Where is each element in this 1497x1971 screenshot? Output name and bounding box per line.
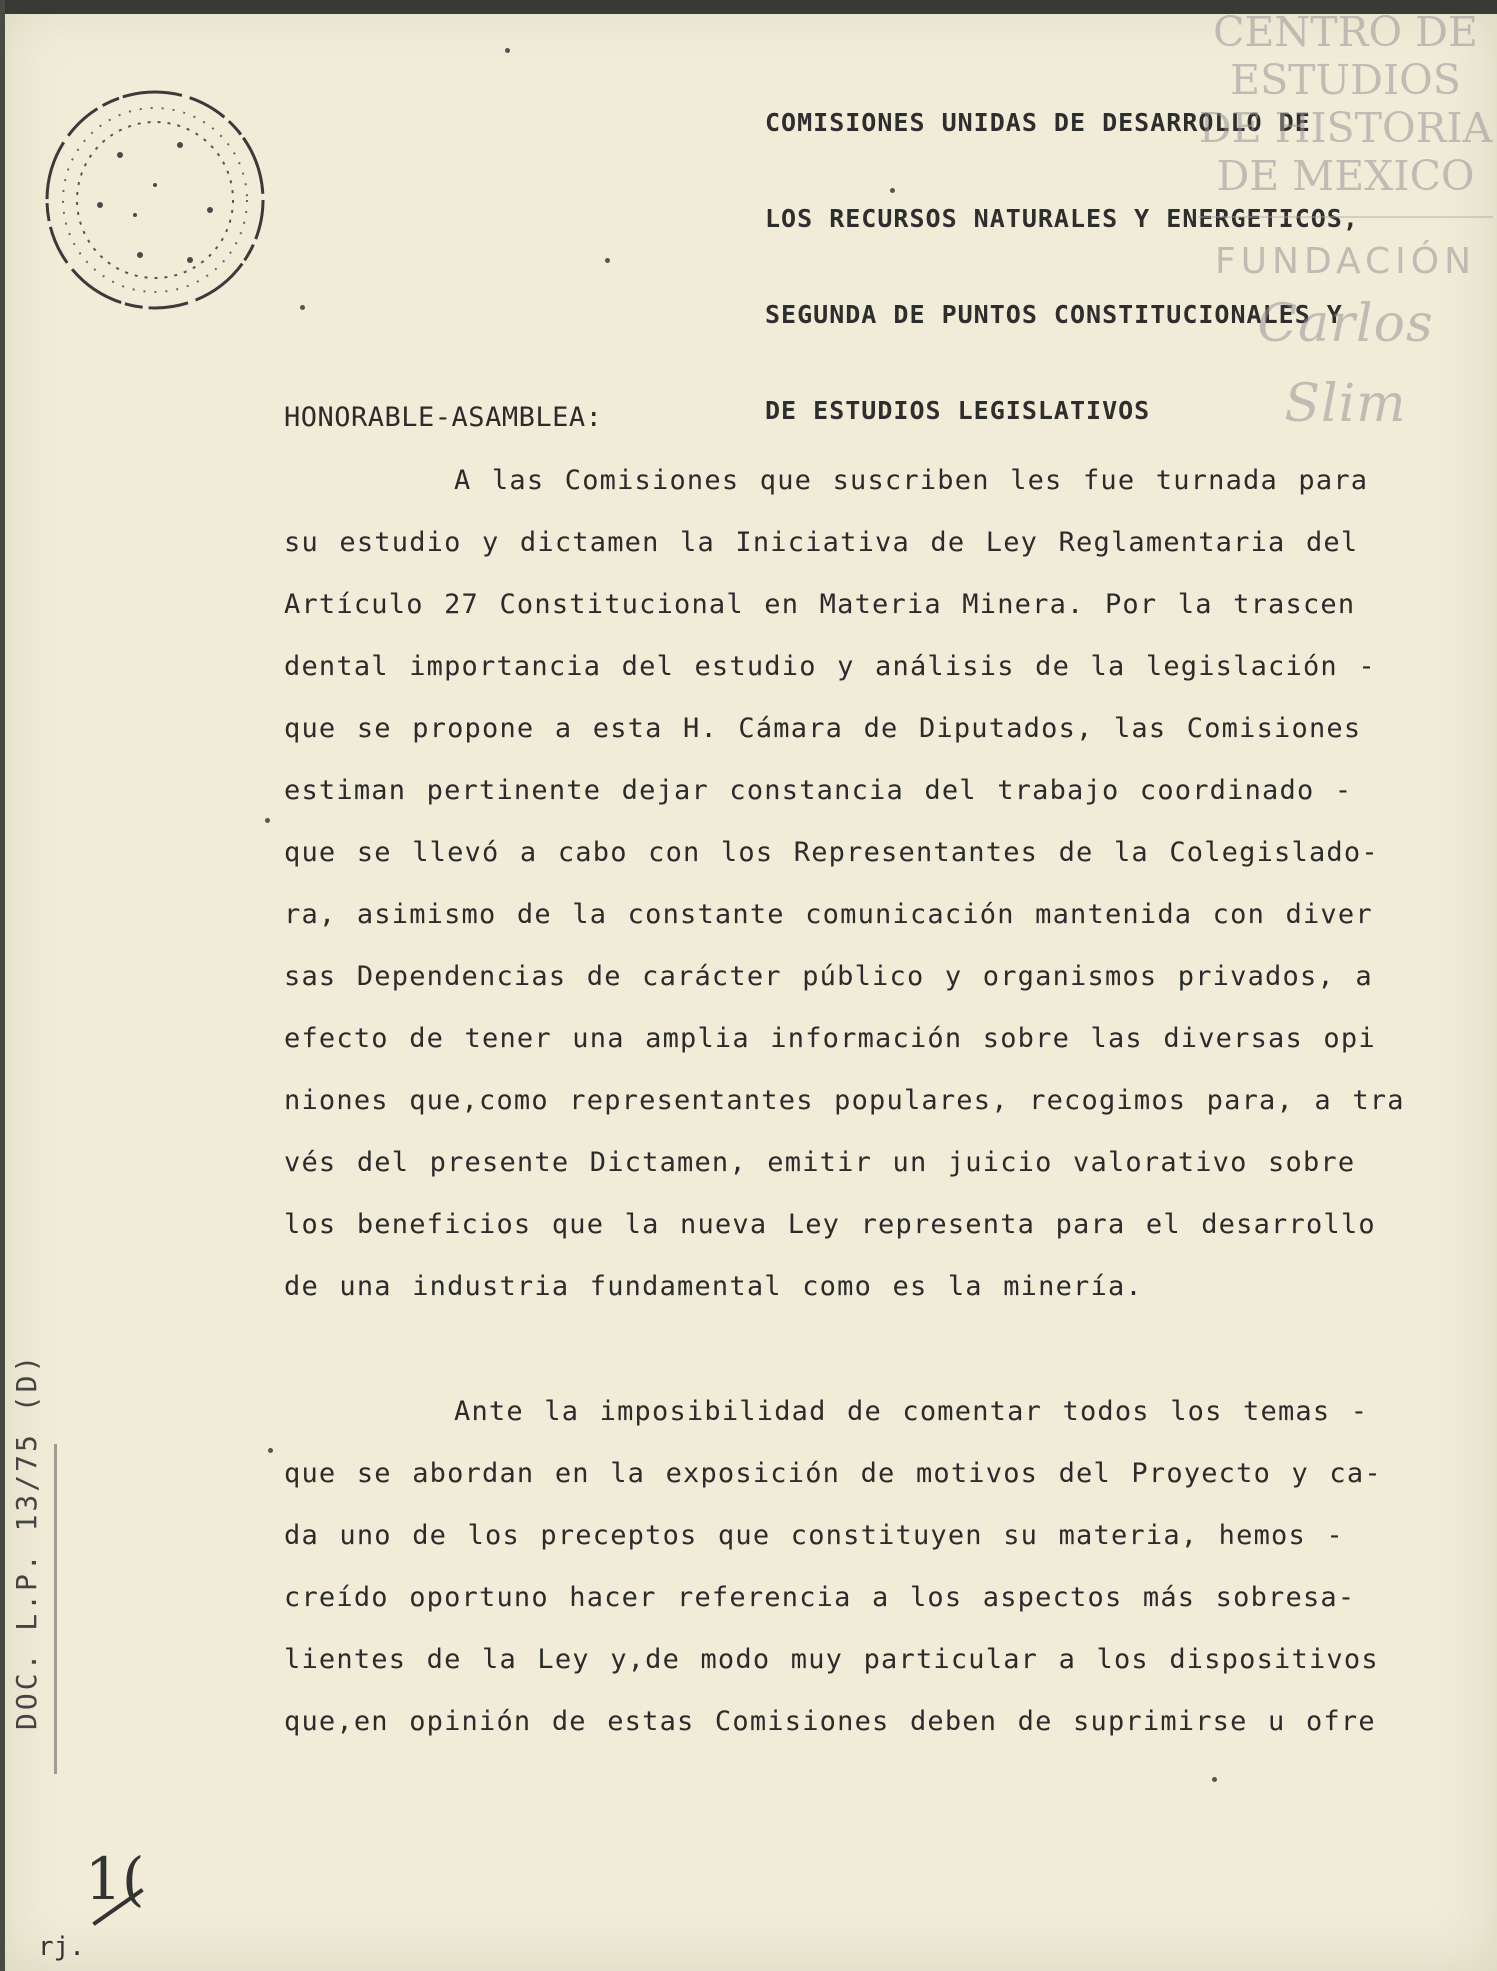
text-line: Artículo 27 Constitucional en Materia Minera. Por la trascen bbox=[284, 589, 1356, 620]
committee-line: COMISIONES UNIDAS DE DESARROLLO DE bbox=[765, 108, 1311, 137]
scan-speck bbox=[890, 188, 895, 193]
text-line: estiman pertinente dejar constancia del trabajo coordinado - bbox=[284, 775, 1353, 806]
watermark-line: DE MEXICO bbox=[1216, 152, 1475, 200]
text-line: lientes de la Ley y,de modo muy particular a los dispositivos bbox=[284, 1644, 1379, 1675]
watermark-divider bbox=[1198, 216, 1493, 218]
watermark-signature: Carlos Slim bbox=[1257, 294, 1434, 434]
scan-speck bbox=[265, 818, 270, 823]
committee-line: SEGUNDA DE PUNTOS CONSTITUCIONALES Y bbox=[765, 300, 1343, 329]
watermark-line: ESTUDIOS bbox=[1230, 56, 1461, 104]
text-line: que,en opinión de estas Comisiones deben de suprimirse u ofre bbox=[284, 1706, 1376, 1737]
text-line: que se abordan en la exposición de motivos del Proyecto y ca- bbox=[284, 1458, 1382, 1489]
salutation: HONORABLE-ASAMBLEA: bbox=[284, 402, 603, 433]
text-line: creído oportuno hacer referencia a los aspectos más sobresa- bbox=[284, 1582, 1356, 1613]
text-line: ra, asimismo de la constante comunicación mantenida con diver bbox=[284, 899, 1373, 930]
typist-initials: rj. bbox=[38, 1932, 85, 1962]
text-line: Ante la imposibilidad de comentar todos los temas - bbox=[454, 1396, 1369, 1427]
committee-line: DE ESTUDIOS LEGISLATIVOS bbox=[765, 396, 1151, 425]
text-line: que se propone a esta H. Cámara de Diputados, las Comisiones bbox=[284, 713, 1362, 744]
document-reference: DOC. L.P. 13/75 (D) bbox=[10, 1352, 43, 1730]
text-line: de una industria fundamental como es la minería. bbox=[284, 1271, 1143, 1302]
scan-speck bbox=[505, 48, 510, 53]
margin-rule bbox=[54, 1444, 57, 1774]
text-line: dental importancia del estudio y análisis de la legislación - bbox=[284, 651, 1376, 682]
watermark-line: CENTRO DE bbox=[1213, 8, 1478, 56]
text-line: su estudio y dictamen la Iniciativa de Ley Reglamentaria del bbox=[284, 527, 1359, 558]
text-line: los beneficios que la nueva Ley representa para el desarrollo bbox=[284, 1209, 1376, 1240]
scan-speck bbox=[1212, 1777, 1217, 1782]
text-line: da uno de los preceptos que constituyen su materia, hemos - bbox=[284, 1520, 1344, 1551]
text-line: sas Dependencias de carácter público y organismos privados, a bbox=[284, 961, 1373, 992]
text-line: vés del presente Dictamen, emitir un juicio valorativo sobre bbox=[284, 1147, 1356, 1178]
text-line: efecto de tener una amplia información sobre las diversas opi bbox=[284, 1023, 1376, 1054]
paragraph-1 bbox=[284, 450, 1444, 1318]
committee-line: LOS RECURSOS NATURALES Y ENERGETICOS, bbox=[765, 204, 1359, 233]
paragraph-2 bbox=[284, 1381, 1444, 1753]
scan-speck bbox=[605, 258, 610, 263]
scan-speck bbox=[300, 305, 305, 310]
official-seal-stamp bbox=[40, 85, 270, 315]
handwritten-mark: 1( bbox=[85, 1845, 145, 1913]
text-line: que se llevó a cabo con los Representantes de la Colegislado- bbox=[284, 837, 1379, 868]
text-line: A las Comisiones que suscriben les fue turnada para bbox=[454, 465, 1369, 496]
scan-speck bbox=[268, 1448, 273, 1453]
watermark-line: DE HISTORIA bbox=[1198, 104, 1493, 152]
watermark-foundation: FUNDACIÓN bbox=[1214, 241, 1477, 282]
scan-left-edge bbox=[0, 0, 5, 1971]
archive-watermark bbox=[1198, 8, 1493, 444]
text-line: niones que,como representantes populares, recogimos para, a tra bbox=[284, 1085, 1405, 1116]
